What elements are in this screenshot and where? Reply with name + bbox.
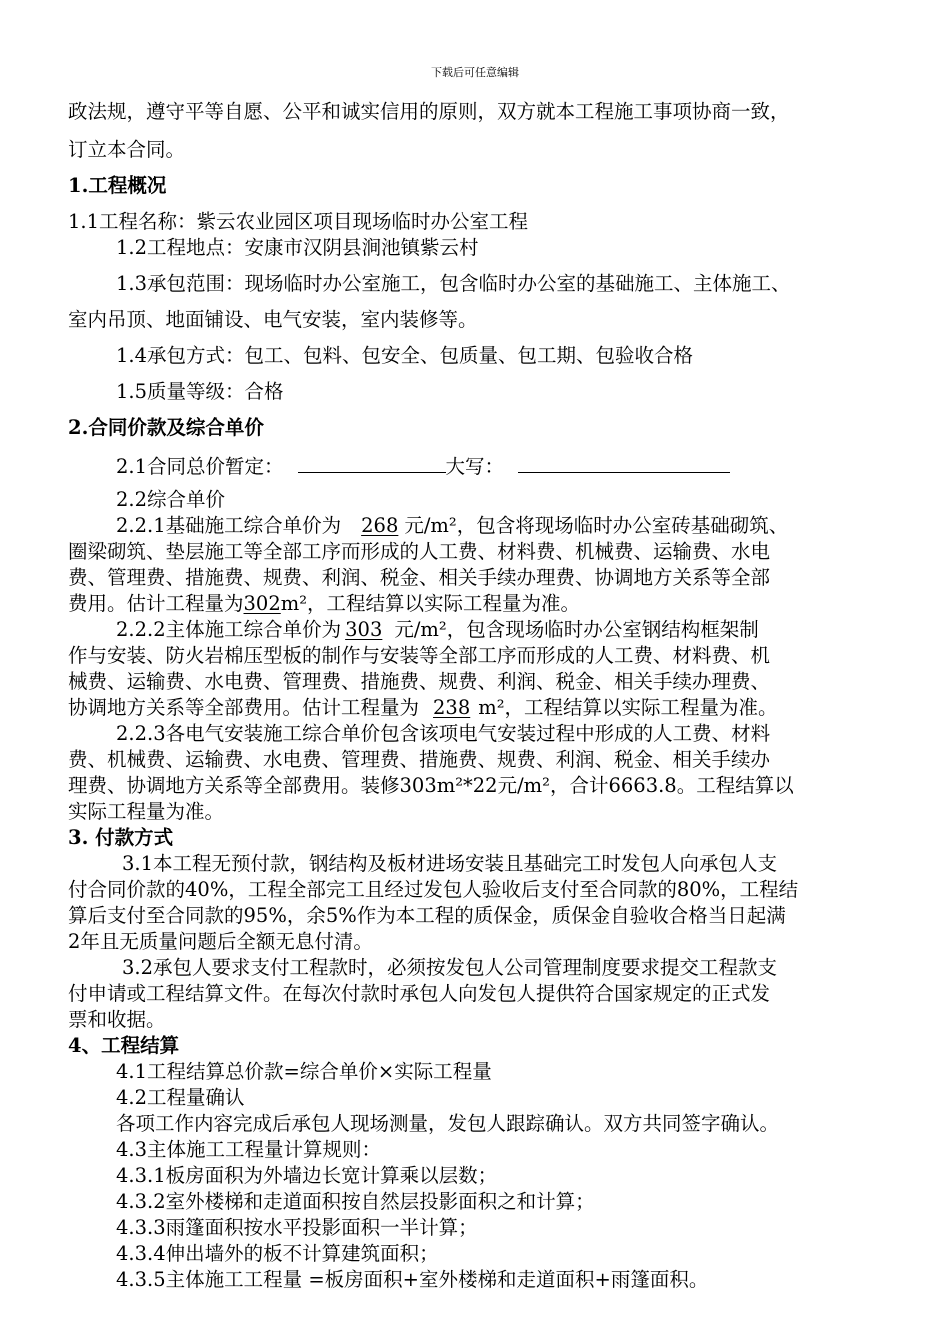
text-line xyxy=(116,618,759,642)
text-fragment: 元/m²，包含将现场临时办公室砖基础砌筑、 xyxy=(404,514,789,537)
text-line: 付申请或工程结算文件。在每次付款时承包人向发包人提供符合国家规定的正式发 xyxy=(68,982,771,1005)
section-heading: 3. 付款方式 xyxy=(68,826,174,849)
text-line: 算后支付至合同款的95%，余5%作为本工程的质保金，质保金自验收合格当日起满 xyxy=(68,904,786,927)
amount-in-words-blank xyxy=(518,452,730,473)
text-line: 费、机械费、运输费、水电费、管理费、措施费、规费、利润、税金、相关手续办 xyxy=(68,748,771,771)
text-fragment: 2.1合同总价暂定： xyxy=(116,455,284,478)
text-line: 2年且无质量问题后全额无息付清。 xyxy=(68,930,373,953)
text-line: 4.3.4伸出墙外的板不计算建筑面积； xyxy=(116,1242,439,1265)
text-line: 3.1本工程无预付款，钢结构及板材进场安装且基础完工时发包人向承包人支 xyxy=(122,852,778,875)
total-price-blank xyxy=(298,452,446,473)
text-fragment: m²，工程结算以实际工程量为准。 xyxy=(280,592,581,615)
underlined-value: 238 xyxy=(433,696,471,719)
text-fragment: 协调地方关系等全部费用。估计工程量为 xyxy=(68,696,420,719)
text-line xyxy=(68,696,778,720)
section-heading: 2.合同价款及综合单价 xyxy=(68,416,264,439)
text-line: 票和收据。 xyxy=(68,1008,166,1031)
text-fragment: m²，工程结算以实际工程量为准。 xyxy=(478,696,778,719)
text-line: 圈梁砌筑、垫层施工等全部工序而形成的人工费、材料费、机械费、运输费、水电 xyxy=(68,540,771,563)
text-line: 实际工程量为准。 xyxy=(68,800,225,823)
underlined-value: 302 xyxy=(243,592,281,615)
text-line: 4.3.1板房面积为外墙边长宽计算乘以层数； xyxy=(116,1164,498,1187)
text-line: 费、管理费、措施费、规费、利润、税金、相关手续办理费、协调地方关系等全部 xyxy=(68,566,771,589)
underlined-value: 268 xyxy=(361,514,399,537)
text-line: 付合同价款的40%，工程全部完工且经过发包人验收后支付至合同款的80%，工程结 xyxy=(68,878,799,901)
page-header: 下载后可任意编辑 xyxy=(431,66,519,79)
text-fragment: 费用。估计工程量为 xyxy=(68,592,244,615)
text-line: 4.2工程量确认 xyxy=(116,1086,245,1109)
underlined-value: 303 xyxy=(345,618,383,641)
text-fragment: 2.2.1基础施工综合单价为 xyxy=(116,514,342,537)
text-line: 3.2承包人要求支付工程款时，必须按发包人公司管理制度要求提交工程款支 xyxy=(122,956,778,979)
text-line: 1.4承包方式：包工、包料、包安全、包质量、包工期、包验收合格 xyxy=(116,344,694,367)
text-line: 室内吊顶、地面铺设、电气安装，室内装修等。 xyxy=(68,308,478,331)
text-fragment: 2.2.2主体施工综合单价为 xyxy=(116,618,342,641)
text-line: 各项工作内容完成后承包人现场测量，发包人跟踪确认。双方共同签字确认。 xyxy=(116,1112,780,1135)
text-line: 订立本合同。 xyxy=(68,138,186,161)
text-line xyxy=(68,592,580,616)
text-line: 政法规，遵守平等自愿、公平和诚实信用的原则，双方就本工程施工事项协商一致， xyxy=(68,100,790,123)
text-line: 械费、运输费、水电费、管理费、措施费、规费、利润、税金、相关手续办理费、 xyxy=(68,670,771,693)
text-line: 4.3.5主体施工工程量 =板房面积+室外楼梯和走道面积+雨篷面积。 xyxy=(116,1268,709,1291)
text-line: 4.3主体施工工程量计算规则： xyxy=(116,1138,382,1161)
text-line: 作与安装、防火岩棉压型板的制作与安装等全部工序而形成的人工费、材料费、机 xyxy=(68,644,771,667)
text-line: 4.3.3雨篷面积按水平投影面积一半计算； xyxy=(116,1216,478,1239)
text-line: 2.2.3各电气安装施工综合单价包含该项电气安装过程中形成的人工费、材料 xyxy=(116,722,771,745)
total-price-line xyxy=(116,452,730,476)
text-line: 理费、协调地方关系等全部费用。装修303m²*22元/m²，合计6663.8。工程结算以 xyxy=(68,774,794,797)
text-line: 4.3.2室外楼梯和走道面积按自然层投影面积之和计算； xyxy=(116,1190,595,1213)
text-line: 1.1工程名称：紫云农业园区项目现场临时办公室工程 xyxy=(68,210,529,233)
text-line: 1.2工程地点：安康市汉阴县涧池镇紫云村 xyxy=(116,236,479,259)
text-fragment: 元/m²，包含现场临时办公室钢结构框架制 xyxy=(394,618,759,641)
section-heading: 1.工程概况 xyxy=(68,174,167,197)
text-line: 1.5质量等级：合格 xyxy=(116,380,284,403)
text-fragment: 大写： xyxy=(445,455,505,478)
text-line: 1.3承包范围：现场临时办公室施工，包含临时办公室的基础施工、主体施工、 xyxy=(116,272,791,295)
section-heading: 4、工程结算 xyxy=(68,1034,180,1057)
text-line: 2.2综合单价 xyxy=(116,488,226,511)
text-line xyxy=(116,514,788,538)
text-line: 4.1工程结算总价款=综合单价×实际工程量 xyxy=(116,1060,492,1083)
